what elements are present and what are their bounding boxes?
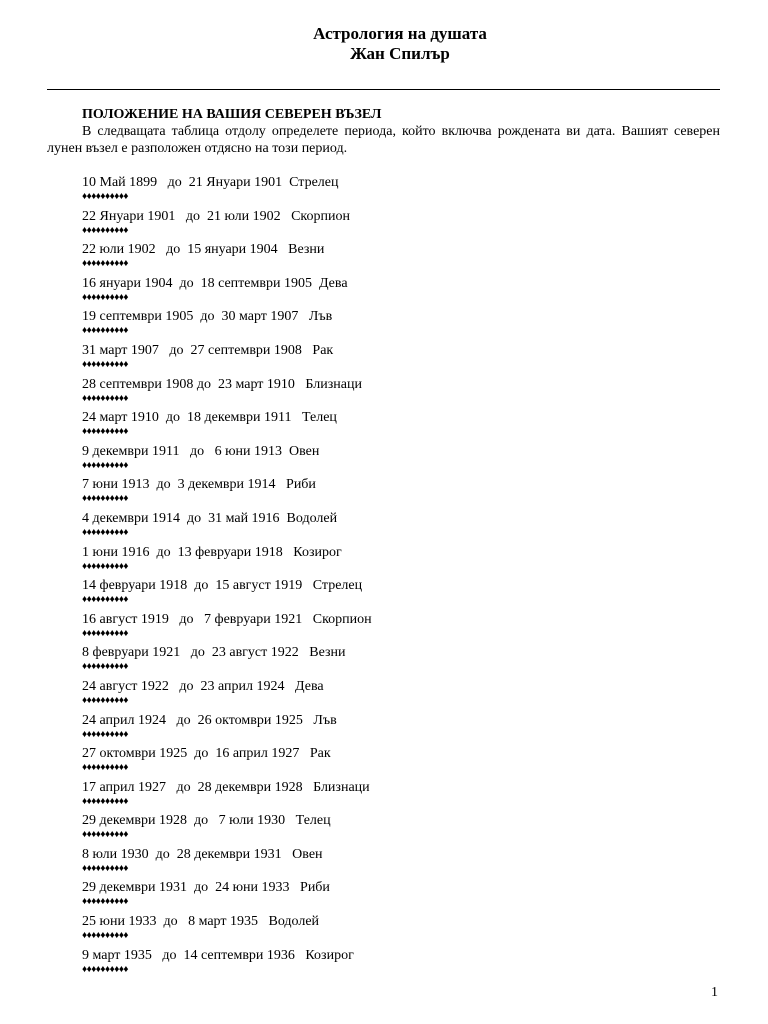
period-text: 29 декември 1928 до 7 юли 1930 Телец [82,813,331,829]
period-text: 16 август 1919 до 7 февруари 1921 Скорпион [82,611,372,627]
diamond-separator: ♦♦♦♦♦♦♦♦♦♦ [82,594,129,606]
diamond-separator: ♦♦♦♦♦♦♦♦♦♦ [82,493,129,505]
period-item [82,443,372,477]
period-text: 10 Май 1899 до 21 Януари 1901 Стрелец [82,175,339,190]
period-item [82,308,372,342]
period-item [82,644,372,678]
period-text: 24 март 1910 до 18 декември 1911 Телец [82,410,337,426]
period-item [82,275,372,309]
document-title: Астрология на душата [313,24,487,43]
period-text: 17 април 1927 до 28 декември 1928 Близнаци [82,779,370,795]
diamond-separator: ♦♦♦♦♦♦♦♦♦♦ [82,694,129,706]
period-item [82,342,372,376]
period-text: 25 юни 1933 до 8 март 1935 Водолей [82,914,320,930]
period-text: 16 януари 1904 до 18 септември 1905 Дева [82,275,348,291]
period-item [82,611,372,645]
period-text: 29 декември 1931 до 24 юни 1933 Риби [82,880,330,896]
period-text: 28 септември 1908 до 23 март 1910 Близнаци [82,376,362,392]
period-text: 19 септември 1905 до 30 март 1907 Лъв [82,309,333,325]
period-item [82,208,372,242]
intro-paragraph: В следващата таблица отдолу определете периода, който включва рождената ви дата. Вашият северен лунен възел е разположен отдясно на този период. [47,124,720,156]
diamond-separator: ♦♦♦♦♦♦♦♦♦♦ [82,762,129,774]
diamond-separator: ♦♦♦♦♦♦♦♦♦♦ [82,862,129,874]
document-header [0,24,768,64]
period-item [82,510,372,544]
section-title: ПОЛОЖЕНИЕ НА ВАШИЯ СЕВЕРЕН ВЪЗЕЛ [82,107,382,122]
diamond-separator: ♦♦♦♦♦♦♦♦♦♦ [82,795,129,807]
diamond-separator: ♦♦♦♦♦♦♦♦♦♦ [82,829,129,841]
period-item [82,577,372,611]
period-item [82,947,372,981]
diamond-separator: ♦♦♦♦♦♦♦♦♦♦ [82,627,129,639]
period-item [82,846,372,880]
page-number: 1 [711,985,718,1000]
diamond-separator: ♦♦♦♦♦♦♦♦♦♦ [82,224,129,236]
period-text: 8 февруари 1921 до 23 август 1922 Везни [82,645,346,661]
period-text: 8 юли 1930 до 28 декември 1931 Овен [82,846,323,862]
diamond-separator: ♦♦♦♦♦♦♦♦♦♦ [82,426,129,438]
period-item [82,376,372,410]
document-author: Жан Спилър [350,44,450,63]
period-item [82,913,372,947]
header-rule [47,89,720,90]
period-text: 27 октомври 1925 до 16 април 1927 Рак [82,746,331,762]
period-text: 9 март 1935 до 14 септември 1936 Козирог [82,947,354,963]
diamond-separator: ♦♦♦♦♦♦♦♦♦♦ [82,896,129,908]
period-item [82,712,372,746]
diamond-separator: ♦♦♦♦♦♦♦♦♦♦ [82,358,129,370]
diamond-separator: ♦♦♦♦♦♦♦♦♦♦ [82,291,129,303]
period-item [82,241,372,275]
period-item [82,409,372,443]
period-text: 22 Януари 1901 до 21 юли 1902 Скорпион [82,208,350,224]
period-item [82,174,372,208]
period-item [82,476,372,510]
period-list [82,174,372,980]
period-text: 14 февруари 1918 до 15 август 1919 Стрелец [82,578,363,594]
diamond-separator: ♦♦♦♦♦♦♦♦♦♦ [82,258,129,270]
diamond-separator: ♦♦♦♦♦♦♦♦♦♦ [82,191,129,202]
diamond-separator: ♦♦♦♦♦♦♦♦♦♦ [82,392,129,404]
period-item [82,678,372,712]
period-item [82,812,372,846]
period-item [82,544,372,578]
period-text: 24 август 1922 до 23 април 1924 Дева [82,678,324,694]
period-text: 9 декември 1911 до 6 юни 1913 Овен [82,443,320,459]
period-item [82,745,372,779]
diamond-separator: ♦♦♦♦♦♦♦♦♦♦ [82,661,129,673]
period-text: 31 март 1907 до 27 септември 1908 Рак [82,342,334,358]
period-text: 7 юни 1913 до 3 декември 1914 Риби [82,477,316,493]
diamond-separator: ♦♦♦♦♦♦♦♦♦♦ [82,930,129,942]
period-text: 1 юни 1916 до 13 февруари 1918 Козирог [82,544,342,560]
diamond-separator: ♦♦♦♦♦♦♦♦♦♦ [82,728,129,740]
period-text: 22 юли 1902 до 15 януари 1904 Везни [82,242,325,258]
diamond-separator: ♦♦♦♦♦♦♦♦♦♦ [82,526,129,538]
period-text: 4 декември 1914 до 31 май 1916 Водолей [82,510,338,526]
period-text: 24 април 1924 до 26 октомври 1925 Лъв [82,712,337,728]
diamond-separator: ♦♦♦♦♦♦♦♦♦♦ [82,560,129,572]
diamond-separator: ♦♦♦♦♦♦♦♦♦♦ [82,963,129,975]
diamond-separator: ♦♦♦♦♦♦♦♦♦♦ [82,325,129,337]
diamond-separator: ♦♦♦♦♦♦♦♦♦♦ [82,459,129,471]
period-item [82,879,372,913]
period-item [82,779,372,813]
